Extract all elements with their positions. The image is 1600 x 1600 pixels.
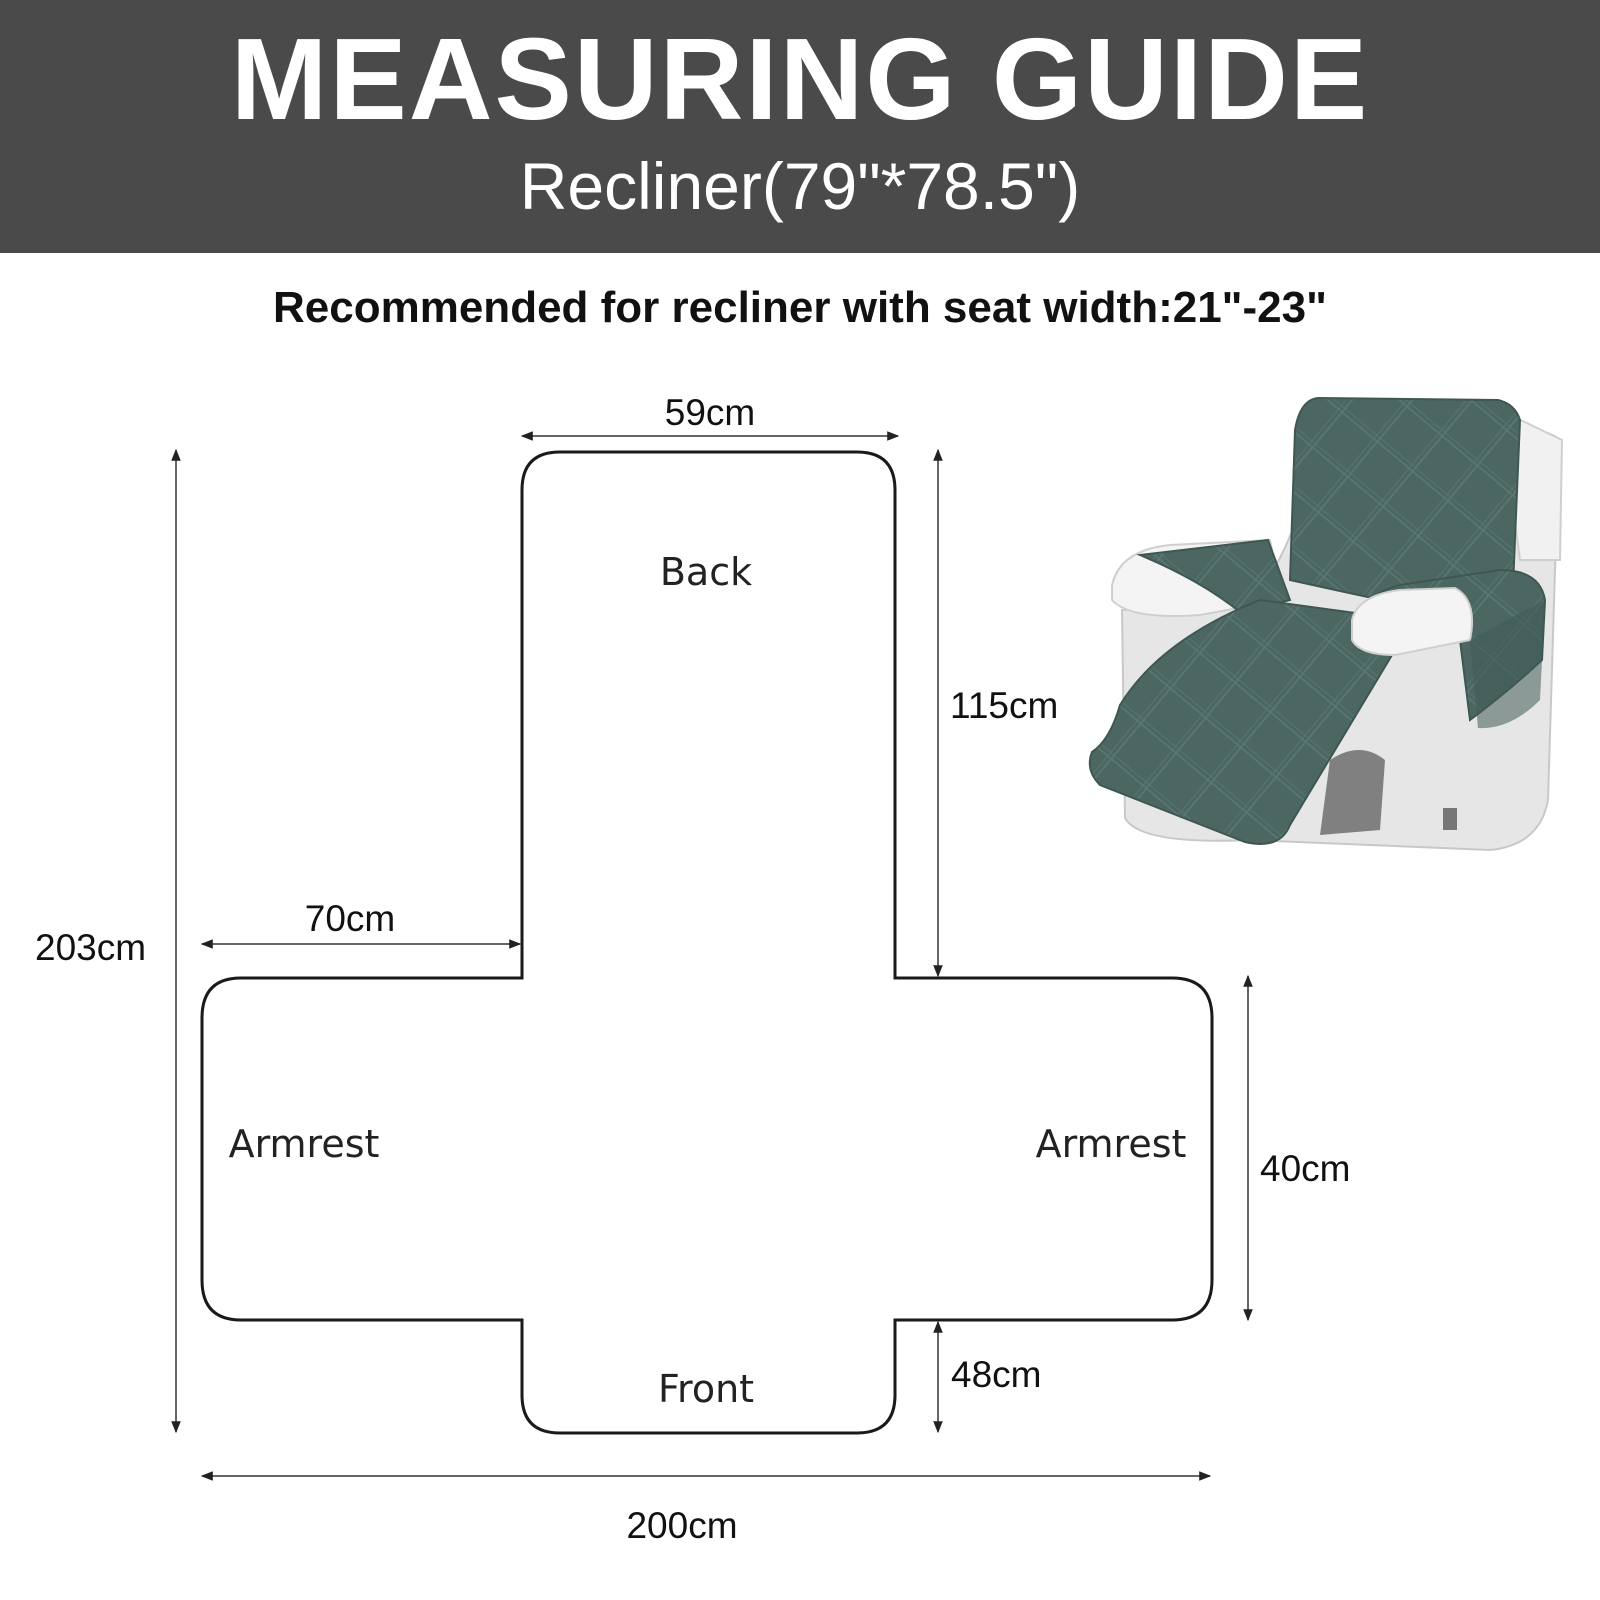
total-width-label: 200cm bbox=[626, 1505, 738, 1546]
armrest-right-label: Armrest bbox=[1035, 1122, 1187, 1166]
page-title: MEASURING GUIDE bbox=[230, 14, 1370, 144]
back-height-label: 115cm bbox=[950, 685, 1059, 726]
front-height-label: 48cm bbox=[951, 1354, 1042, 1395]
cover-outline bbox=[202, 452, 1212, 1433]
back-width-label: 59cm bbox=[664, 392, 756, 433]
seat-width-recommendation: Recommended for recliner with seat width:21"-23" bbox=[273, 283, 1327, 332]
armrest-height-label: 40cm bbox=[1260, 1148, 1351, 1189]
page-subtitle: Recliner(79"*78.5") bbox=[519, 149, 1081, 223]
back-label: Back bbox=[659, 550, 753, 594]
recliner-chair-illustration bbox=[1090, 398, 1562, 850]
armrest-left-label: Armrest bbox=[228, 1122, 380, 1166]
armrest-width-label: 70cm bbox=[304, 898, 396, 939]
total-height-label: 203cm bbox=[35, 927, 147, 968]
front-label: Front bbox=[657, 1367, 755, 1411]
